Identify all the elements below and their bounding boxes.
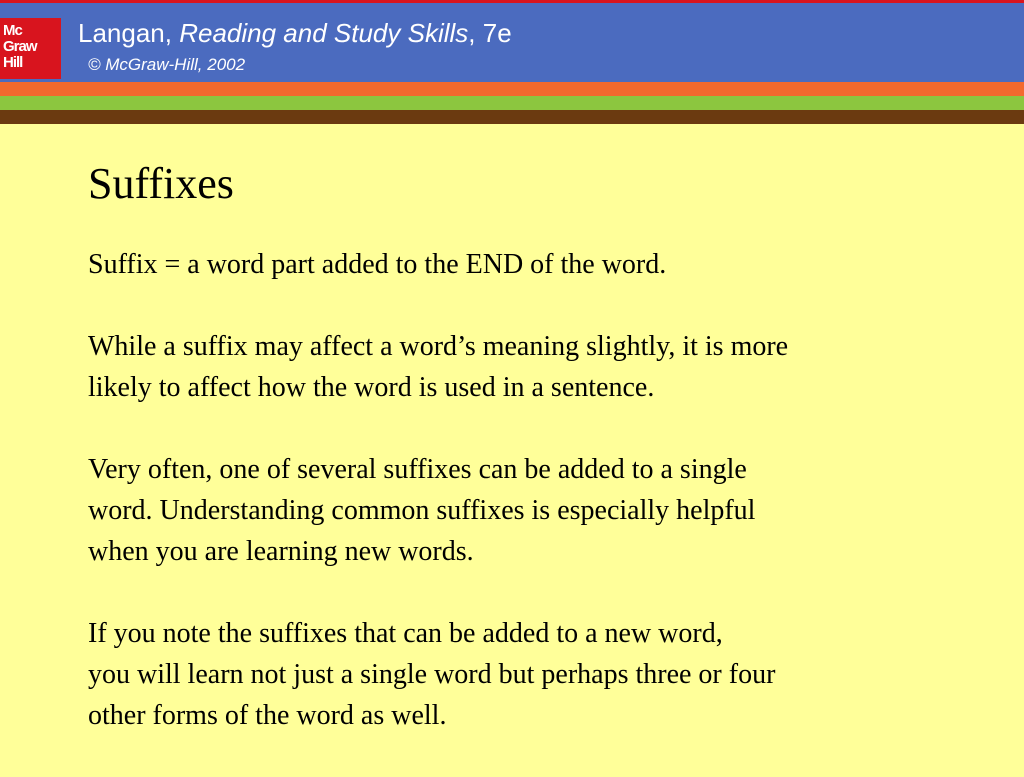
slide-title: Suffixes [88,159,234,208]
paragraph-line: While a suffix may affect a word’s meaning slightly, it is more [88,331,789,362]
book-title-text: Reading and Study Skills [179,18,469,48]
paragraph-definition [88,244,988,285]
paragraph-line: other forms of the word as well. [88,700,447,731]
paragraph-line: word. Understanding common suffixes is especially helpful [88,495,756,526]
paragraph-line: when you are learning new words. [88,536,474,567]
paragraph-line: Suffix = a word part added to the END of the word. [88,249,667,280]
paragraph-line: you will learn not just a single word but perhaps three or four [88,659,776,690]
mcgraw-hill-logo: Mc Graw Hill [0,18,61,79]
book-author: Langan, [78,18,180,48]
copyright-notice: © McGraw-Hill, 2002 [88,55,246,74]
book-edition: , 7e [468,18,512,48]
header-bar [0,0,1024,82]
stripe-orange [0,82,1024,96]
paragraph-usage [88,326,988,408]
paragraph-word-forms [88,613,988,736]
stripe-brown [0,110,1024,124]
header-top-line [0,0,1024,3]
paragraph-several-suffixes [88,449,988,572]
slide-body [88,244,988,777]
book-title [78,18,512,49]
paragraph-line: likely to affect how the word is used in a sentence. [88,372,655,403]
stripe-green [0,96,1024,110]
paragraph-line: Very often, one of several suffixes can be added to a single [88,454,747,485]
paragraph-line: If you note the suffixes that can be added to a new word, [88,618,723,649]
